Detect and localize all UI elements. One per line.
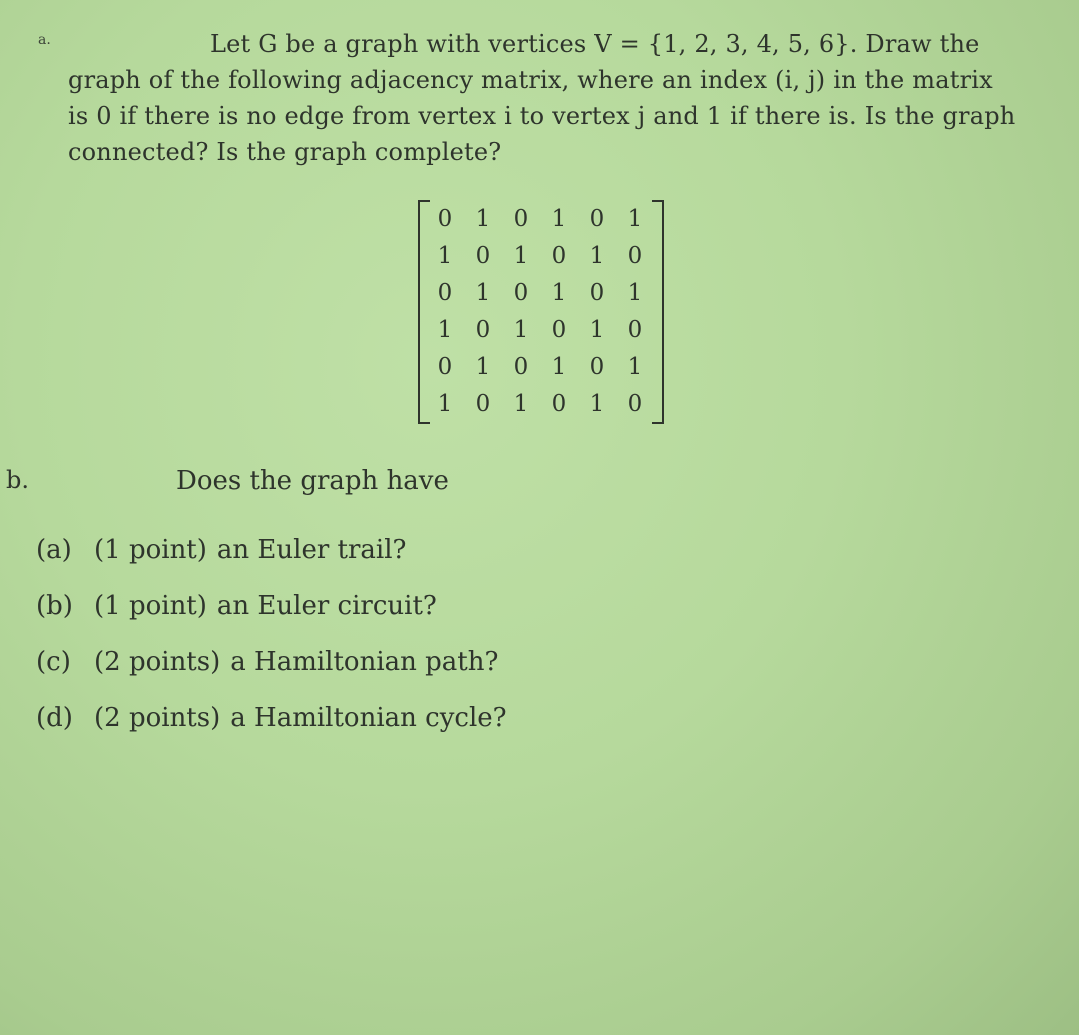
question-item xyxy=(36,644,507,700)
matrix-cell: 0 xyxy=(513,353,529,380)
matrix-cell: 1 xyxy=(589,242,605,269)
matrix-cell: 0 xyxy=(627,242,643,269)
matrix-cell: 0 xyxy=(551,316,567,343)
part-a-line: connected? Is the graph complete? xyxy=(68,138,502,166)
question-item xyxy=(36,532,507,588)
matrix-row xyxy=(426,311,654,348)
question-list xyxy=(36,532,507,756)
matrix-cell: 0 xyxy=(589,353,605,380)
matrix-row xyxy=(426,348,654,385)
matrix-cell: 1 xyxy=(475,205,491,232)
matrix-cell: 0 xyxy=(551,390,567,417)
matrix-cell: 1 xyxy=(437,316,453,343)
question-marker: (d) xyxy=(36,703,73,733)
matrix-cell: 1 xyxy=(627,353,643,380)
matrix-cell: 1 xyxy=(551,279,567,306)
part-b-intro: Does the graph have xyxy=(176,466,449,496)
matrix-cell: 0 xyxy=(627,316,643,343)
matrix-cell: 1 xyxy=(513,242,529,269)
matrix-cell: 0 xyxy=(551,242,567,269)
part-b-label: b. xyxy=(6,466,29,494)
part-a-line: graph of the following adjacency matrix, where an index (i, j) in the matrix xyxy=(68,66,993,94)
matrix-cell: 0 xyxy=(589,279,605,306)
matrix-cell: 1 xyxy=(475,279,491,306)
matrix-row xyxy=(426,237,654,274)
matrix-cell: 1 xyxy=(551,353,567,380)
matrix-cell: 1 xyxy=(627,279,643,306)
part-a-line: is 0 if there is no edge from vertex i to vertex j and 1 if there is. Is the graph xyxy=(68,102,1016,130)
matrix-row xyxy=(426,200,654,237)
question-text: a Hamiltonian path? xyxy=(230,647,499,677)
matrix-cell: 0 xyxy=(513,205,529,232)
question-text: a Hamiltonian cycle? xyxy=(230,703,507,733)
matrix-cell: 0 xyxy=(475,242,491,269)
part-a-prompt xyxy=(68,26,1020,170)
adjacency-matrix xyxy=(418,196,664,428)
matrix-cell: 1 xyxy=(475,353,491,380)
matrix-row xyxy=(426,274,654,311)
question-item xyxy=(36,700,507,756)
question-points: (1 point) xyxy=(94,591,207,621)
question-marker: (a) xyxy=(36,535,72,565)
matrix-grid xyxy=(426,200,654,422)
question-points: (1 point) xyxy=(94,535,207,565)
matrix-cell: 0 xyxy=(437,205,453,232)
question-marker: (b) xyxy=(36,591,73,621)
matrix-cell: 0 xyxy=(589,205,605,232)
matrix-cell: 1 xyxy=(627,205,643,232)
question-marker: (c) xyxy=(36,647,71,677)
matrix-cell: 1 xyxy=(437,242,453,269)
matrix-cell: 1 xyxy=(551,205,567,232)
part-a-line: Let G be a graph with vertices V = {1, 2, 3, 4, 5, 6}. Draw the xyxy=(210,30,980,58)
question-points: (2 points) xyxy=(94,703,221,733)
matrix-cell: 1 xyxy=(589,390,605,417)
question-item xyxy=(36,588,507,644)
question-text: an Euler trail? xyxy=(216,535,407,565)
matrix-cell: 1 xyxy=(437,390,453,417)
question-text: an Euler circuit? xyxy=(216,591,437,621)
matrix-cell: 0 xyxy=(437,353,453,380)
matrix-cell: 0 xyxy=(475,390,491,417)
matrix-cell: 1 xyxy=(589,316,605,343)
matrix-cell: 0 xyxy=(437,279,453,306)
matrix-cell: 1 xyxy=(513,390,529,417)
matrix-row xyxy=(426,385,654,422)
matrix-cell: 1 xyxy=(513,316,529,343)
question-points: (2 points) xyxy=(94,647,221,677)
matrix-cell: 0 xyxy=(627,390,643,417)
matrix-cell: 0 xyxy=(475,316,491,343)
matrix-cell: 0 xyxy=(513,279,529,306)
part-a-label: a. xyxy=(38,32,51,48)
